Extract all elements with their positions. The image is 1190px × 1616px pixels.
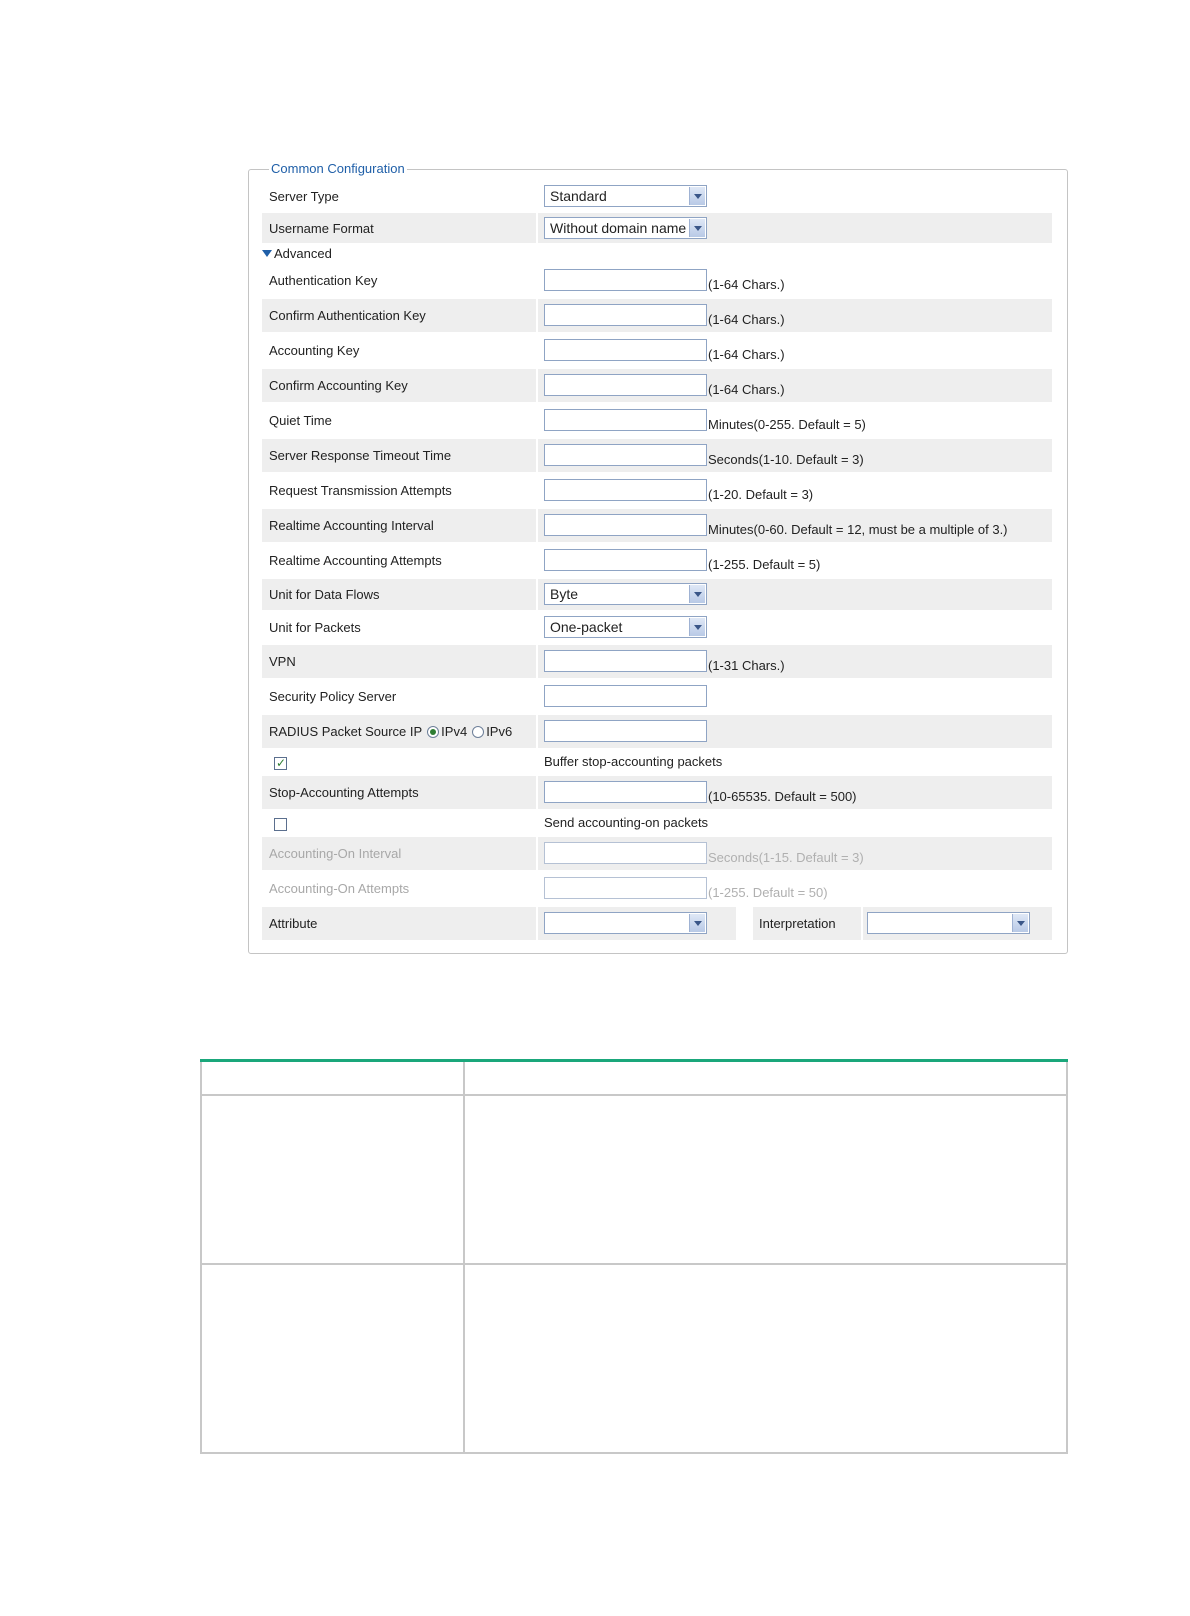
acct-key-row [262,334,1052,367]
realtime-attempts-label: Realtime Accounting Attempts [269,553,442,568]
ipv4-label: IPv4 [441,724,468,739]
unit-data-flows-row [262,579,1052,610]
chevron-down-icon[interactable] [689,219,705,237]
acct-on-interval-row [262,837,1052,870]
username-format-select[interactable] [544,217,707,239]
chevron-down-icon[interactable] [689,618,705,636]
quiet-time-label: Quiet Time [269,413,332,428]
table-column-divider [463,1062,465,1454]
chevron-down-icon[interactable] [689,585,705,603]
buffer-stop-acct-label: Buffer stop-accounting packets [544,754,723,769]
ipv6-label: IPv6 [486,724,513,739]
confirm-acct-key-input[interactable] [544,374,707,396]
vpn-input[interactable] [544,650,707,672]
stop-acct-attempts-label: Stop-Accounting Attempts [262,776,536,809]
attribute-label: Attribute [262,907,536,940]
vpn-row [262,645,1052,678]
username-format-label: Username Format [262,213,536,243]
acct-key-hint: (1-64 Chars.) [708,347,785,362]
acct-on-attempts-hint: (1-255. Default = 50) [708,885,828,900]
server-type-label: Server Type [269,188,339,204]
server-type-select[interactable] [544,185,707,207]
unit-packets-select[interactable] [544,616,707,638]
acct-on-interval-label: Accounting-On Interval [262,837,536,870]
response-timeout-input[interactable] [544,444,707,466]
checkmark-icon: ✓ [276,756,287,770]
interpretation-select[interactable] [867,912,1030,934]
buffer-stop-acct-checkbox[interactable] [274,757,287,770]
confirm-auth-key-hint: (1-64 Chars.) [708,312,785,327]
security-policy-server-input[interactable] [544,685,707,707]
acct-key-input[interactable] [544,339,707,361]
response-timeout-hint: Seconds(1-10. Default = 3) [708,452,864,467]
ipv4-radio[interactable] [427,726,439,738]
acct-on-attempts-row [262,872,1052,905]
confirm-acct-key-label: Confirm Accounting Key [262,369,536,402]
request-attempts-hint: (1-20. Default = 3) [708,487,814,502]
advanced-label: Advanced [274,246,332,261]
confirm-auth-key-row [262,299,1052,332]
chevron-down-icon[interactable] [689,914,705,932]
realtime-attempts-row [262,544,1052,577]
radius-source-ip-label: RADIUS Packet Source IP [269,724,423,739]
request-attempts-row [262,474,1052,507]
unit-data-flows-select[interactable] [544,583,707,605]
acct-key-label: Accounting Key [269,343,360,358]
acct-on-attempts-label: Accounting-On Attempts [269,881,410,896]
realtime-attempts-hint: (1-255. Default = 5) [708,557,821,572]
realtime-attempts-input[interactable] [544,549,707,571]
table-row-divider [200,1263,1068,1265]
auth-key-hint: (1-64 Chars.) [708,277,785,292]
radius-source-ip-input[interactable] [544,720,707,742]
radius-source-ip-label-cell [262,715,536,748]
advanced-toggle[interactable] [262,246,332,261]
username-format-row [262,213,1052,243]
confirm-acct-key-row [262,369,1052,402]
auth-key-row [262,264,1052,297]
confirm-auth-key-input[interactable] [544,304,707,326]
chevron-down-icon[interactable] [689,187,705,205]
vpn-label: VPN [262,645,536,678]
stop-acct-attempts-row [262,776,1052,809]
stop-acct-attempts-input[interactable] [544,781,707,803]
server-type-value: Standard [550,188,607,204]
interpretation-label: Interpretation [753,907,861,940]
unit-data-flows-value: Byte [550,586,579,602]
description-table [200,1062,1068,1454]
auth-key-input[interactable] [544,269,707,291]
realtime-interval-hint: Minutes(0-60. Default = 12, must be a multiple of 3.) [708,522,1008,537]
radius-source-ip-row [262,715,1052,748]
realtime-interval-label: Realtime Accounting Interval [262,509,536,542]
response-timeout-label: Server Response Timeout Time [262,439,536,472]
triangle-down-icon[interactable] [262,250,272,257]
response-timeout-row [262,439,1052,472]
chevron-down-icon[interactable] [1012,914,1028,932]
auth-key-label: Authentication Key [269,273,378,288]
stop-acct-attempts-hint: (10-65535. Default = 500) [708,789,857,804]
realtime-interval-row [262,509,1052,542]
send-acct-on-checkbox[interactable] [274,818,287,831]
attribute-row [262,907,1052,940]
quiet-time-input[interactable] [544,409,707,431]
username-format-value: Without domain name [550,220,687,236]
acct-on-interval-input[interactable] [544,842,707,864]
security-policy-server-row [262,680,1052,713]
confirm-acct-key-hint: (1-64 Chars.) [708,382,785,397]
unit-packets-label: Unit for Packets [269,620,361,635]
panel-legend: Common Configuration [271,161,405,176]
table-header-divider [200,1094,1068,1096]
quiet-time-hint: Minutes(0-255. Default = 5) [708,417,866,432]
send-acct-on-label: Send accounting-on packets [544,815,709,830]
request-attempts-input[interactable] [544,479,707,501]
attribute-select[interactable] [544,912,707,934]
realtime-interval-input[interactable] [544,514,707,536]
security-policy-server-label: Security Policy Server [269,689,397,704]
unit-data-flows-label: Unit for Data Flows [262,579,536,610]
quiet-time-row [262,404,1052,437]
server-type-row [262,181,1052,211]
acct-on-interval-hint: Seconds(1-15. Default = 3) [708,850,864,865]
ipv6-radio[interactable] [472,726,484,738]
confirm-auth-key-label: Confirm Authentication Key [262,299,536,332]
unit-packets-row [262,612,1052,643]
request-attempts-label: Request Transmission Attempts [269,483,452,498]
vpn-hint: (1-31 Chars.) [708,658,785,673]
acct-on-attempts-input[interactable] [544,877,707,899]
unit-packets-value: One-packet [550,619,623,635]
